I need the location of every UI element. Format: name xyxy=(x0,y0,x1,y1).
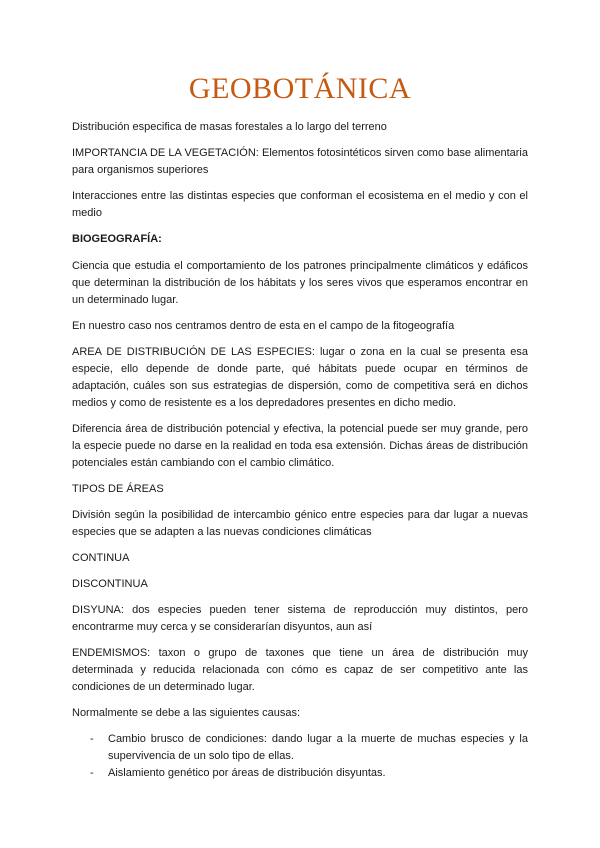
paragraph: IMPORTANCIA DE LA VEGETACIÓN: Elementos fotosintéticos sirven como base alimentaria para organismos superiores xyxy=(72,147,528,176)
list-item xyxy=(72,731,528,765)
causes-list xyxy=(72,731,528,782)
paragraph: División según la posibilidad de intercambio génico entre especies para dar lugar a nuevas especies que se adapten a las nuevas condiciones climáticas xyxy=(72,509,528,538)
list-item-text: Aislamiento genético por áreas de distribución disyuntas. xyxy=(108,767,386,779)
paragraph: TIPOS DE ÁREAS xyxy=(72,483,164,495)
paragraph: AREA DE DISTRIBUCIÓN DE LAS ESPECIES: lugar o zona en la cual se presenta esa especie, ello depende de donde parte, qué hábitats puede ocupar en términos de adaptación, cuáles son sus estrategias de dispersión, como de competitiva será en dichos medios y como de resistente es a los depredadores presentes en dicho medio. xyxy=(72,346,528,409)
list-item xyxy=(72,765,528,782)
dash-bullet: - xyxy=(90,733,94,745)
dash-bullet: - xyxy=(90,767,94,779)
document-title: GEOBOTÁNICA xyxy=(188,72,412,105)
paragraph: DISCONTINUA xyxy=(72,578,148,590)
paragraph: Distribución especifica de masas forestales a lo largo del terreno xyxy=(72,121,387,133)
paragraph: CONTINUA xyxy=(72,552,130,564)
section-heading: BIOGEOGRAFÍA: xyxy=(72,233,162,245)
paragraph: Ciencia que estudia el comportamiento de los patrones principalmente climáticos y edáficos que determinan la distribución de los hábitats y los seres vivos que esperamos encontrar en un determinado lugar. xyxy=(72,260,528,306)
paragraph: DISYUNA: dos especies pueden tener sistema de reproducción muy distintos, pero encontrarme muy cerca y se considerarían disyuntos, aun así xyxy=(72,604,528,633)
paragraph: Interacciones entre las distintas especies que conforman el ecosistema en el medio y con el medio xyxy=(72,190,528,219)
document-body xyxy=(72,119,528,782)
paragraph: Diferencia área de distribución potencial y efectiva, la potencial puede ser muy grande, pero la especie puede no darse en la realidad en toda esa extensión. Dichas áreas de distribución potenciales están cambiando con el cambio climático. xyxy=(72,423,528,469)
paragraph: En nuestro caso nos centramos dentro de esta en el campo de la fitogeografía xyxy=(72,320,455,332)
list-item-text: Cambio brusco de condiciones: dando lugar a la muerte de muchas especies y la supervivencia de un solo tipo de ellas. xyxy=(108,733,528,762)
paragraph: ENDEMISMOS: taxon o grupo de taxones que tiene un área de distribución muy determinada y reducida relacionada con cómo es capaz de ser competitivo ante las condiciones de un determinado lugar. xyxy=(72,647,528,693)
paragraph: Normalmente se debe a las siguientes causas: xyxy=(72,707,301,719)
